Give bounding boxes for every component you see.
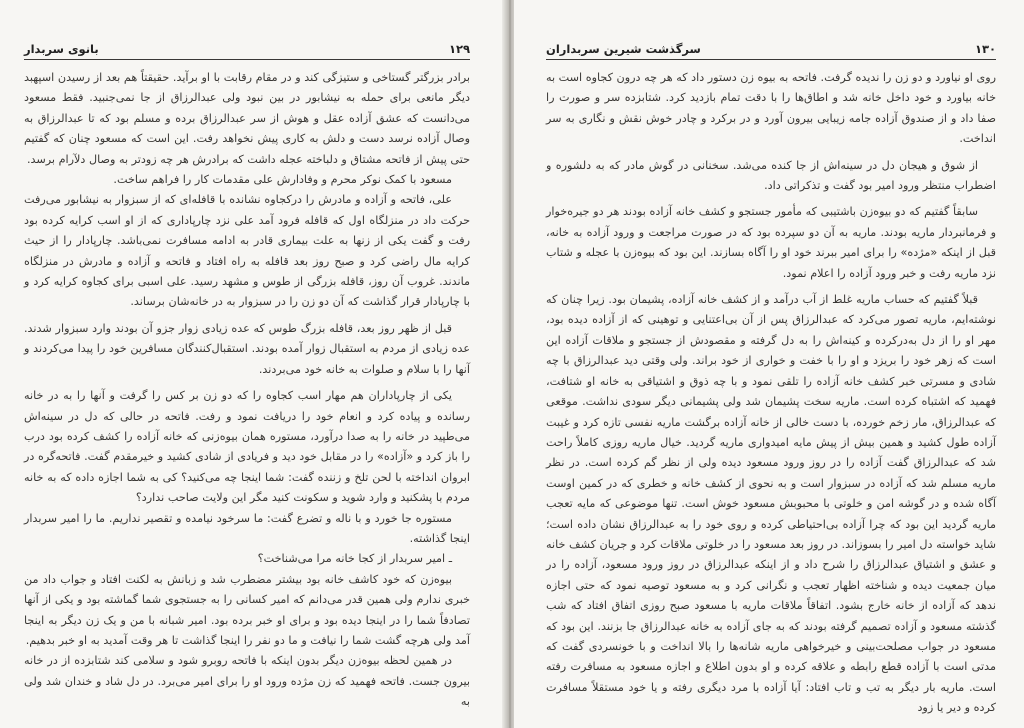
right-running-title: سرگذشت شیرین سربداران (546, 42, 701, 56)
left-page-number: ۱۲۹ (448, 42, 470, 56)
paragraph: از شوق و هیجان دل در سینه‌اش از جا کنده می‌شد. سخنانی در گوش مادر که به دلشوره و اضطراب منتظر ورود امیر بود گفت و تذکراتی داد. (546, 158, 996, 193)
right-page-number: ۱۳۰ (974, 42, 996, 56)
paragraph: قبل از ظهر روز بعد، قافله بزرگ طوس که عده زیادی زوار جزو آن بودند وارد سبزوار شدند. عده زیادی از مردم به استقبال زوار آمده بودند. استقبال‌کنندگان مسافرین خود را پیدا می‌کردند و آنها را با سلام و صلوات به خانه خود می‌بردند. (24, 321, 470, 376)
left-running-title: بانوی سربدار (24, 42, 99, 56)
left-page-header (24, 42, 470, 60)
right-page-header (546, 42, 996, 60)
right-page (514, 0, 1024, 728)
paragraph: یکی از چارپاداران هم مهار اسب کجاوه را که دو زن بر کس را گرفت و آنها را به در خانه رسانده و پیاده کرد و انعام خود را دریافت نمود و رفت. فاتحه در حالی که دل در سینه‌اش می‌طپید در خانه را به صدا درآورد، مستوره همان بیوه‌زنی که خانه آزاده را کشف کرده بود درب را باز کرد و «آزاده» را در مقابل خود دید و فریادی از شادی کشید و خیرمقدم گفت. فاتحه‌گره در ابروان انداخته با لحن تلخ و زننده گفت: شما اینجا چه می‌کنید؟ کی به شما اجازه داده که به خانه مردم با پشکنید و وارد شوید و سکونت کنید مگر این ولایت صاحب ندارد؟ (24, 389, 470, 505)
paragraph: قبلاً گفتیم که حساب ماریه غلط از آب درآمد و از کشف خانه آزاده، پشیمان بود. زیرا چنان که نوشته‌ایم، ماریه تصور می‌کرد که عبدالرزاق پس از آن بی‌اعتنایی و توهینی که از آزاده دیده بود، مهر او را از دل به‌درکرده و کینه‌اش را به دل گرفته و مقصودش از جستجو و ملاقات آزاده این است که زهر خود را بریزد و او را با خفت و خواری از خود براند. ولی وقتی دید عبدالرزاق با چه شادی و مسرتی خبر کشف خانه آزاده را تلقی نمود و با چه ذوق و اشتیاقی به خانه او شتافت، فهمید که اشتباه کرده است. ماریه سخت پشیمان شد ولی پشیمانی دیگر سودی نداشت. موقعی که عبدالرزاق، مار زخم خورده، با دست خالی از خانه آزاده برگشت ماریه نفسی تازه کرد و غیبت آزاده طول کشید و همین بیش از پیش مایه امیدواری ماریه گردید. خیال ماریه روزی کاملاً راحت شد که عبدالرزاق گفت آزاده را در روز ورود مسعود دیده ولی از نظر گم کرده است. در نظر ماریه مسلم شد که آزاده در سبزوار است و به نحوی از کشف خانه و خطری که در کمین اوست آگاه شده و در گوشه امن و خلوتی با محبوبش مسعود خوش است. تنها موضوعی که مایه تعجب ماریه گردید این بود که چرا آزاده بی‌احتیاطی کرده و روی خود را به عبدالرزاق نشان داده است؛ شاید خواسته دل امیر را بسوزاند. در روز بعد مسعود را در خلوتی ملاقات کرد و جریان کشف خانه و عشق و اشتیاق عبدالرزاق را شرح داد و از اینکه عبدالرزاق در روز ورود مسعود، آزاده را در میان جمعیت دیده و شناخته اظهار تعجب و نگرانی کرد و به مسعود توصیه نمود که حتی اجازه ندهد که آزاده از خانه خارج بشود. اتفاقاً ملاقات ماریه با مسعود صبح روزی اتفاق افتاد که شب گذشته مسعود و آزاده تصمیم گرفته بودند که به جای آزاده به خانه عبدالرزاق جا بزنند. این بود که مسعود در جواب مصلحت‌بینی و خیرخواهی ماریه شانه‌ها را بالا انداخت و با خونسردی گفت که مدتی است با آزاده قطع رابطه و علاقه کرده و او بدون اطلاع و اجازه مسعود به مسافرت رفته است. ماریه بار دیگر به تب و تاب افتاد: آیا آزاده با مرد دیگری رفته و یا خود مستقلاً مسافرت کرده و دیر یا زود (546, 293, 996, 715)
left-page-body (24, 68, 470, 713)
right-page-body (546, 68, 996, 719)
paragraph: مستوره جا خورد و با ناله و تضرع گفت: ما سرخود نیامده و تقصیر نداریم. ما را امیر سربدار اینجا گذاشته. (24, 511, 470, 545)
paragraph: مسعود با کمک نوکر محرم و وفادارش علی مقدمات کار را فراهم ساخت. (113, 173, 452, 187)
paragraph: سابقاً گفتیم که دو بیوه‌زن باشتیبی که مأمور جستجو و کشف خانه آزاده بودند هر دو جیره‌خوار و فرمانبردار ماریه بودند. ماریه به آن دو سپرده بود که در صورت مراجعت و ورود آزاده به خانه، قبل از اینکه «مژده» را برای امیر ببرند خود او را آگاه بسازند. این بود که بیوه‌زن با عجله و شتاب نزد ماریه رفت و خبر ورود آزاده را اعلام نمود. (546, 205, 996, 280)
paragraph: ـ امیر سربدار از کجا خانه مرا می‌شناخت؟ (257, 552, 452, 566)
left-page (0, 0, 506, 728)
paragraph: روی او نیاورد و دو زن را ندیده گرفت. فاتحه به بیوه زن دستور داد که هر چه درون کجاوه است به خانه بیاورد و خود داخل خانه شد و اطاق‌ها را با دقت تمام بازدید کرد. شتابزده سر و صورت را صفا داد و از صندوق آزاده جامه زیبایی بیرون آورد و در برکرد و چادر خوش نقش و نگاری به سر انداخت. (546, 71, 996, 146)
paragraph: در همین لحظه بیوه‌زن دیگر بدون اینکه با فاتحه روبرو شود و سلامی کند شتابزده از در خانه بیرون جست. فاتحه فهمید که زن مژده ورود او را برای امیر می‌برد. در دل شاد و خندان شد ولی به (24, 654, 470, 709)
paragraph: علی، فاتحه و آزاده و مادرش را درکجاوه نشانده با قافله‌ای که از سبزوار به نیشابور می‌رفت حرکت داد در منزلگاه اول که قافله فرود آمد علی نزد چارپاداری که از او اسب کرایه کرده بود رفت و گفت یکی از زنها به علت بیماری قادر به ادامه مسافرت نمی‌باشد. چارپادار را از حیث کرایه مال راضی کرد و صبح روز بعد قافله به راه افتاد و فاتحه و آزاده و مادرش در منزلگاه ماندند. غروب آن روز، قافله بزرگی از طوس و مشهد رسید. علی اسبی برای کجاوه کرایه کرد و با چارپادار قرار گذاشت که آن دو زن را در سبزوار به در خانه‌شان برساند. (24, 193, 470, 309)
paragraph: برادر بزرگتر گستاخی و ستیزگی کند و در مقام رقابت با او برآید. حقیقتاً هم بعد از رسیدن اسپهبد دیگر مانعی برای حمله به نیشابور در بین نبود ولی عبدالرزاق از جا نمی‌جنبید. فقط مسعود می‌دانست که عشق آزاده عقل و هوش از سر عبدالرزاق برده و مسلم بود که تا عبدالرزاق به وصال آزاده نرسد دست و دلش به کاری پیش نخواهد رفت. این است که مسعود چنان که گفتیم حتی پیش از فاتحه مشتاق و دلباخته عجله داشت که برادرش هر چه زودتر به وصال دلآرام برسد. (24, 71, 470, 166)
paragraph: بیوه‌زن که خود کاشف خانه بود بیشتر مضطرب شد و زبانش به لکنت افتاد و جواب داد من خبری ندارم ولی همین قدر می‌دانم که امیر کسانی را به جستجوی شما گماشته بود و یکی از آنها تصادفاً شما را در اینجا دیده بود و برای او خبر برده بود. امیر شبانه با من و یک زن دیگر به اینجا آمد ولی هرچه گشت شما را نیافت و ما دو نفر را اینجا گذاشت تا هر وقت آمدید به او خبر بدهیم. (24, 572, 470, 647)
